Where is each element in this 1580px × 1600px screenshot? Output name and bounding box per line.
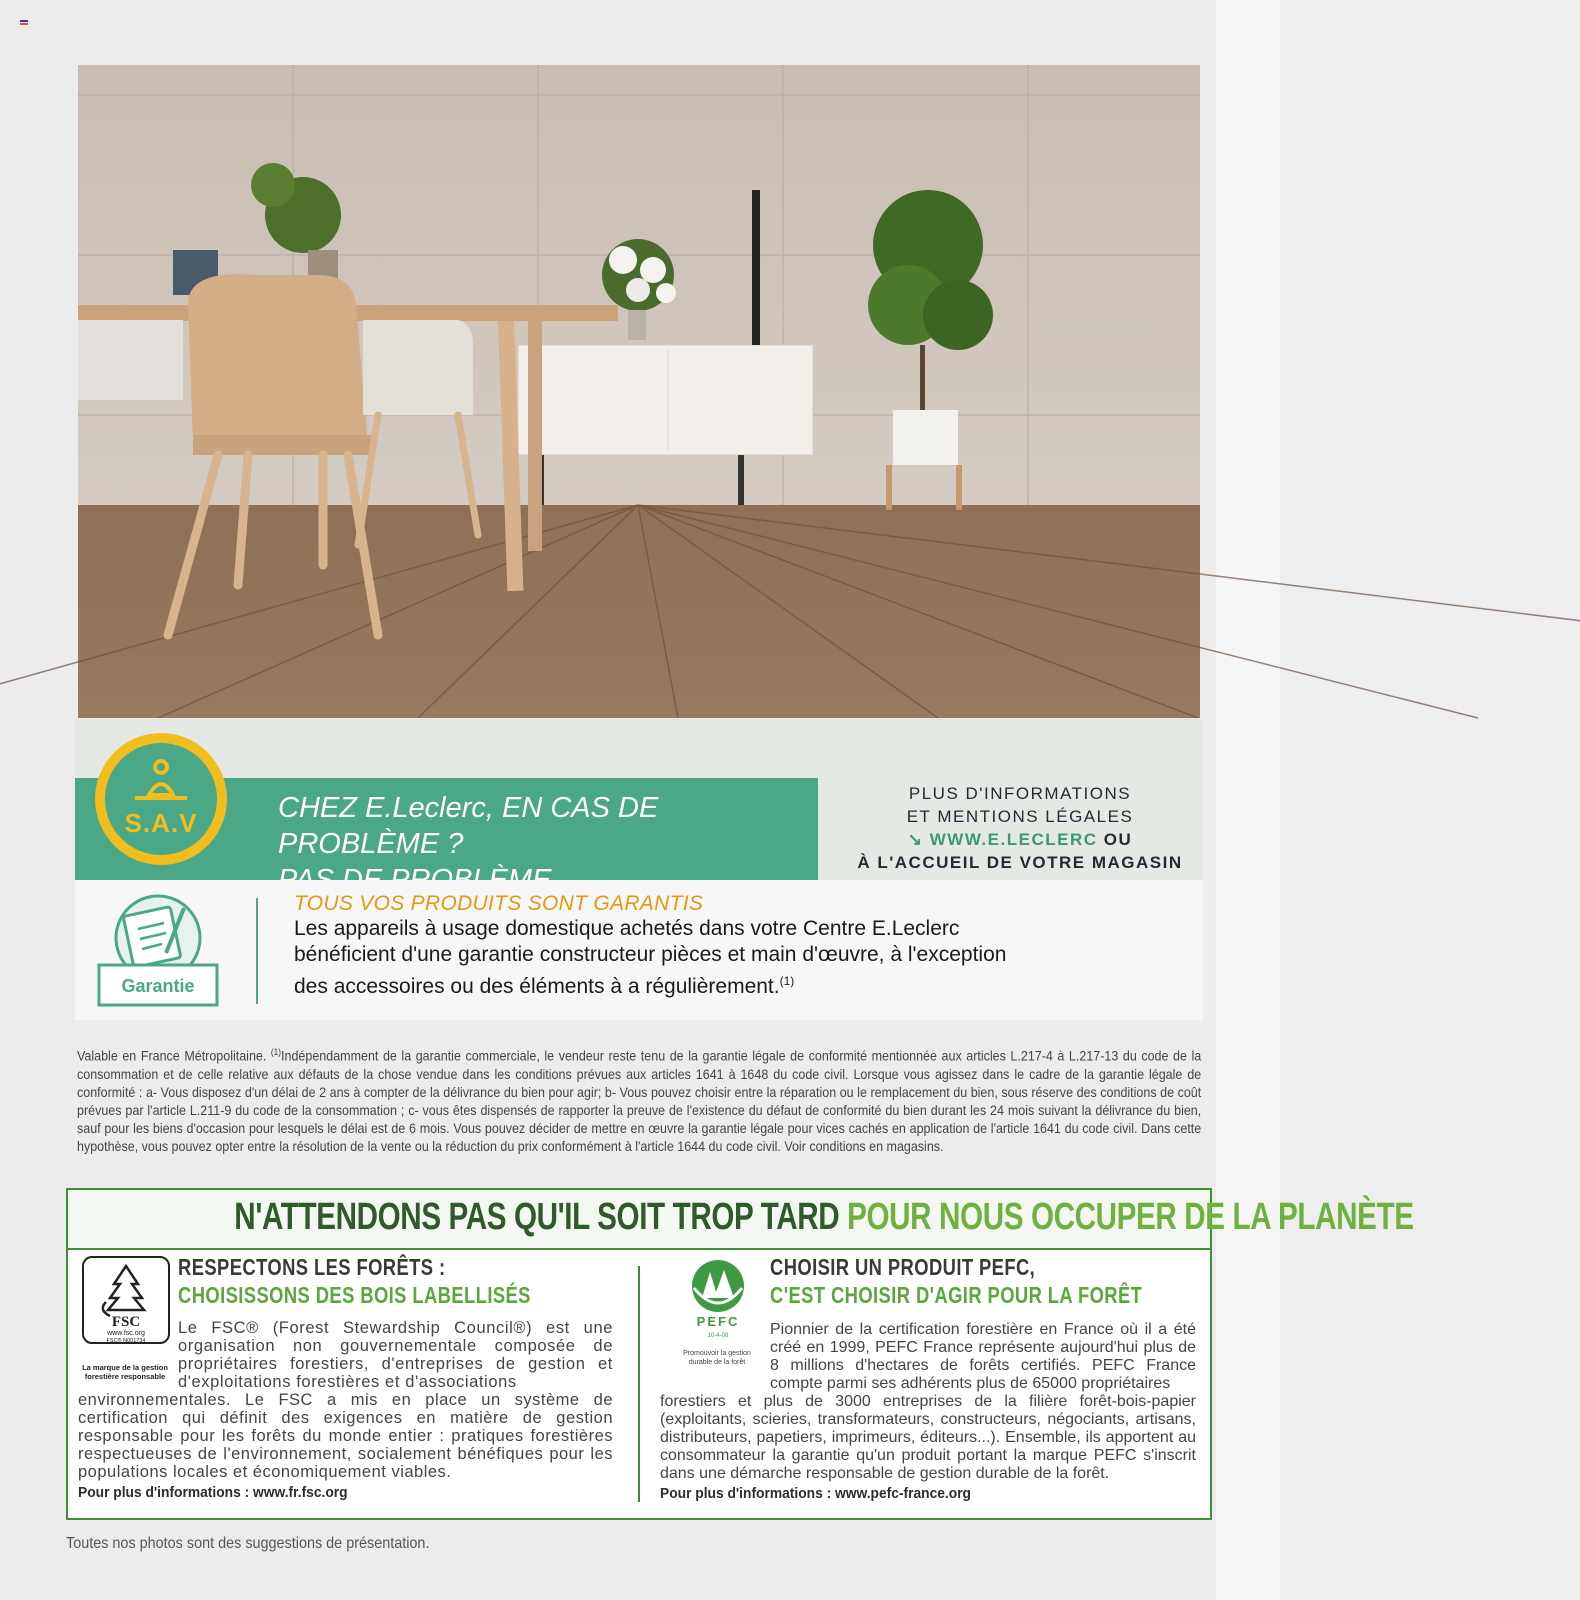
guarantee-divider — [256, 898, 258, 1004]
fsc-heading-2: CHOISISSONS DES BOIS LABELLISÉS — [178, 1282, 531, 1308]
pefc-body-part1: Pionnier de la certification forestière en France où il a été créé en 1999, PEFC France représente aujourd'hui plus de 8 millions d'hectares de forêts certifiés. PEFC France compte parmi ses adhérents plus de 65000 propriétaires — [770, 1321, 1196, 1392]
fsc-caption: La marque de la gestion forestière responsable — [82, 1363, 168, 1381]
footer-note: Toutes nos photos sont des suggestions de présentation. — [66, 1535, 430, 1552]
fsc-logo — [82, 1256, 170, 1344]
sav-info-or: OU — [1103, 830, 1133, 849]
pefc-logo — [682, 1258, 754, 1358]
sav-info-line4: À L'ACCUEIL DE VOTRE MAGASIN — [857, 853, 1183, 872]
legal-prefix: Valable en France Métropolitaine. — [77, 1048, 267, 1064]
pefc-info-link[interactable]: Pour plus d'informations : www.pefc-france.org — [660, 1485, 972, 1502]
pefc-tree-icon — [682, 1258, 754, 1358]
pefc-body-part2: forestiers et plus de 3000 entreprises de la filière forêt-bois-papier (exploitants, scieries, transformateurs, constructeurs, négociants, artisans, distributeurs, papetiers, imprimeurs, éditeurs...). Ensemble, ils apportent au consommateur la garantie qu'un produit portant la marque PEFC s'inscrit dans une démarche responsable de gestion durable de la forêt. — [660, 1393, 1196, 1482]
planet-title-green: POUR NOUS OCCUPER DE LA PLANÈTE — [847, 1196, 1414, 1238]
legal-notice — [77, 1043, 1201, 1156]
interior-photo — [78, 65, 1200, 718]
fsc-heading-1: RESPECTONS LES FORÊTS : — [178, 1254, 446, 1280]
guarantee-icon-label: Garantie — [121, 976, 195, 996]
footnote-mark: (1) — [779, 974, 795, 988]
sav-headline-line1: CHEZ E.Leclerc, EN CAS DE PROBLÈME ? — [278, 792, 659, 860]
pefc-heading-1: CHOISIR UN PRODUIT PEFC, — [770, 1254, 1036, 1280]
fsc-tree-icon — [84, 1258, 168, 1342]
guarantee-icon — [96, 893, 220, 1008]
fsc-info-link[interactable]: Pour plus d'informations : www.fr.fsc.org — [78, 1484, 348, 1501]
guarantee-text-line2: bénéficient d'une garantie constructeur pièces et main d'œuvre, à l'exception — [294, 943, 1007, 966]
pefc-logo-text: PEFC — [696, 1314, 740, 1329]
guarantee-text-line1: Les appareils à usage domestique achetés dans votre Centre E.Leclerc — [294, 917, 960, 940]
fsc-logo-code: FSC® N001734 — [106, 1338, 146, 1344]
guarantee-title: TOUS VOS PRODUITS SONT GARANTIS — [294, 892, 704, 915]
sav-info-line1: PLUS D'INFORMATIONS — [908, 784, 1132, 803]
page-gutter — [1216, 0, 1280, 1600]
guarantee-text-line3: des accessoires ou des éléments à a régulièrement.$^{(1)}$ — [294, 974, 795, 998]
guarantee-text — [294, 916, 1154, 1000]
arrow-icon: ↘ — [907, 830, 924, 849]
planet-divider — [638, 1266, 640, 1502]
sav-info-line3 — [850, 828, 1190, 851]
pefc-caption: Promouvoir la gestion durable de la forêt — [683, 1350, 751, 1366]
planet-title-dark: N'ATTENDONS PAS QU'IL SOIT TROP TARD — [234, 1196, 840, 1238]
fsc-logo-url: www.fsc.org — [107, 1330, 145, 1337]
fsc-logo-text: FSC — [111, 1314, 141, 1330]
pefc-heading-2: C'EST CHOISIR D'AGIR POUR LA FORÊT — [770, 1282, 1143, 1308]
leclerc-link[interactable]: WWW.E.LECLERC — [929, 830, 1098, 849]
fsc-body-part2: environnementales. Le FSC a mis en place un système de certification qui définit des exigences en matière de gestion responsable pour les forêts du monde entier : pratiques forestières respectueuses de l'environnement, socialement bénéfiques pour les populations locales et économiquement viables. — [78, 1391, 613, 1481]
sav-logo-text: S.A.V — [124, 808, 198, 838]
pefc-logo-code: 10-4-08 — [707, 1333, 729, 1339]
sav-info-line2: ET MENTIONS LÉGALES — [906, 807, 1134, 826]
fsc-body-part1: Le FSC® (Forest Stewardship Council®) est une organisation non gouvernementale composée de propriétaires forestiers, d'entreprises de gestion et d'exploitations forestières et d'associations — [178, 1319, 613, 1391]
flag-mark — [20, 20, 28, 27]
planet-title — [234, 1196, 1413, 1239]
planet-header — [68, 1190, 1414, 1250]
legal-mark: (1) — [270, 1047, 282, 1057]
sav-info — [850, 782, 1190, 874]
legal-body: Indépendamment de la garantie commerciale, le vendeur reste tenu de la garantie légale de conformité mentionnée aux articles L.217-4 à L.217-13 du code de la consommation et de celle relative aux défauts de la chose vendue dans les conditions prévues aux articles 1641 à 1648 du code civil. Lorsque vous agissez dans le cadre de la garantie légale de conformité : a- Vous disposez d'un délai de 2 ans à compter de la délivrance du bien pour agir; b- Vous pouvez choisir entre la réparation ou le remplacement du bien, sous réserve des conditions de coût prévues par l'article L.211-9 du code de la consommation ; c- vous êtes dispensés de rapporter la preuve de l'existence du défaut de conformité du bien durant les 24 mois suivant la délivrance du bien, sauf pour les biens d'occasion pour lesquels le délai est de 6 mois. Vous pouvez décider de mettre en œuvre la garantie légale pour vices cachés en application de l'article 1641 du code civil. Dans cette hypothèse, vous pouvez opter entre la résolution de la vente ou la réduction du prix conformément à l'article 1644 du code civil. Voir conditions en magasins. — [77, 1048, 1202, 1154]
